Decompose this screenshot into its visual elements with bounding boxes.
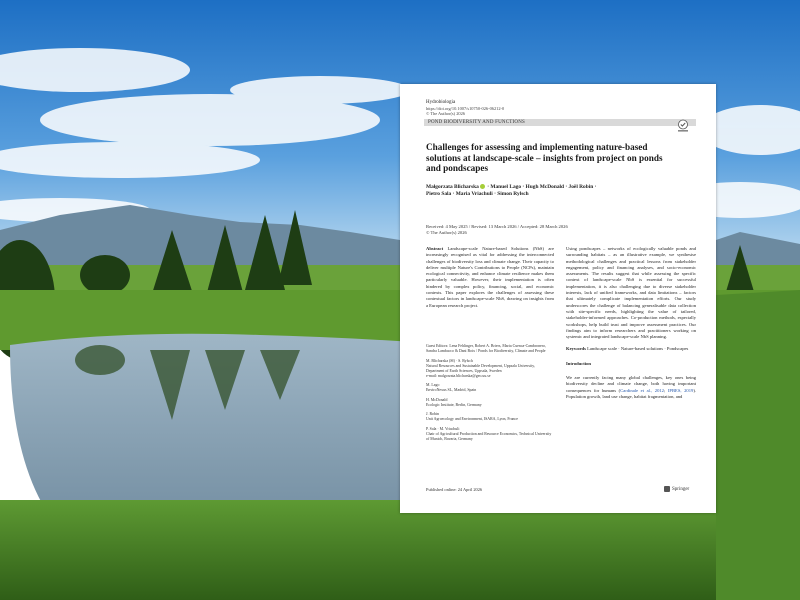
journal-name: Hydrobiologia	[426, 100, 456, 105]
authors-rest: · Manuel Lago · Hugh McDonald · Joël Robin ·	[487, 184, 597, 190]
affiliation-item: M. Lago EnviroNexus SL, Madrid, Spain	[426, 383, 477, 393]
article-dates	[426, 224, 696, 236]
copyright-line: © The Author(s) 2026	[426, 111, 465, 116]
affiliation-item: J. Robin Unit Agroecology and Environment, ISARA, Lyon, France	[426, 412, 518, 422]
keywords	[566, 346, 696, 352]
published-date: Published online: 24 April 2026	[426, 487, 483, 492]
abstract-text: Landscape-scale Nature-based Solutions (NbS) are increasingly recognised as vital for addressing the interconnected challenges of biodiversity loss and climate change. Their capacity to deliver multiple Nature's Contributions to People (NCPs), maintain ecological connectivity, and enhance climate resilience makes them particularly valuable. However, their implementation is often hindered by complex policy, financing, social, and economic contexts. This paper explores the challenges of assessing these contextual factors in landscape-scale NbS, drawing on insights from a European research project.	[426, 246, 554, 308]
paper-first-page	[400, 84, 716, 513]
author-first: Małgorzata Blicharska	[426, 184, 479, 190]
intro-separator: ;	[663, 387, 668, 393]
intro-text-part: ). Population growth, land use change, habitat fragmentation, and	[566, 387, 696, 399]
publisher-logo	[664, 486, 689, 492]
abstract-label: Abstract	[426, 246, 444, 251]
abstract-column	[426, 246, 554, 309]
paper-title: Challenges for assessing and implementing nature-based solutions at landscape-scale – insights from project on ponds and pondscapes	[426, 142, 663, 174]
right-column	[566, 246, 696, 400]
foreground-grass	[0, 500, 800, 600]
section-label: POND BIODIVERSITY AND FUNCTIONS	[428, 119, 525, 125]
orcid-icon[interactable]	[480, 184, 485, 189]
doi-link[interactable]: https://doi.org/10.1007/s10750-026-06212-0	[426, 106, 505, 111]
authors-line-2: Pietro Sala · Maria Vriachuli · Simon Rylsch	[426, 191, 529, 198]
publisher-name: Springer	[672, 487, 690, 493]
affiliation-item: P. Sala · M. Vriachuli Chair of Agricultural Production and Resource Economics, Technical University of Munich, Bavaria, Germany	[426, 426, 552, 441]
introduction-heading: Introduction	[566, 360, 591, 366]
dates-copyright: © The Author(s) 2026	[426, 229, 467, 235]
author-list	[426, 184, 676, 198]
keywords-label: Keywords	[566, 346, 586, 352]
affiliations	[426, 344, 554, 447]
affiliation-item: Guest Editors: Lena Fehlinger, Robert A. Briers, Maria Cuenca-Cambronero, Sandra Lambacco & Dani Boix / Ponds for Biodiversity, Climate and People	[426, 344, 546, 353]
keywords-text: Landscape scale · Nature-based solutions · Pondscapes	[587, 346, 689, 352]
received-revised-accepted: Received: 4 May 2025 / Revised: 13 March 2026 / Accepted: 28 March 2026	[426, 224, 568, 229]
abstract-continued: Using pondscapes – networks of ecologically valuable ponds and surrounding habitats – as an illustrative example, we synthesise methodological challenges and practical lessons from stakeholder engagement, policy and financing analyses, and socio-economic assessments. The results suggest that while assessing the specific context of landscape-scale NbS is essential for successful implementation, it is also challenging due to diverse stakeholder interests, lack of unified frameworks, and data limitations – factors that ultimately complicate implementation efforts. Our study underscores the challenge of balancing generalisable data collection with site-specific needs, highlighting the value of tailored, stakeholder-informed approaches. Co-production methods, especially workshops, help build trust and improve assessment practices. Our findings aim to inform researchers and practitioners working on systemic and integrated landscape-scale NbS planning.	[566, 246, 696, 340]
citation-link[interactable]: Cardinale et al., 2012	[620, 387, 664, 393]
check-for-updates-icon[interactable]	[676, 119, 690, 133]
affiliation-item: M. Blicharska (✉) · S. Rylsch Natural Resources and Sustainable Development, Uppsala University, Department of Earth Sciences, Uppsala, Sweden e-mail: malgorzata.blicharska@geo.uu.se	[426, 358, 535, 378]
introduction-text	[566, 375, 696, 400]
intro-text-part: We are currently facing many global challenges, key ones being biodiversity decline and climate change, both having important consequences for humans (	[566, 375, 696, 393]
right-meadow	[716, 290, 800, 600]
springer-icon	[664, 486, 670, 492]
citation-link[interactable]: IPBES, 2019	[667, 387, 694, 393]
affiliation-item: H. McDonald Ecologic Institute, Berlin, Germany	[426, 397, 482, 407]
